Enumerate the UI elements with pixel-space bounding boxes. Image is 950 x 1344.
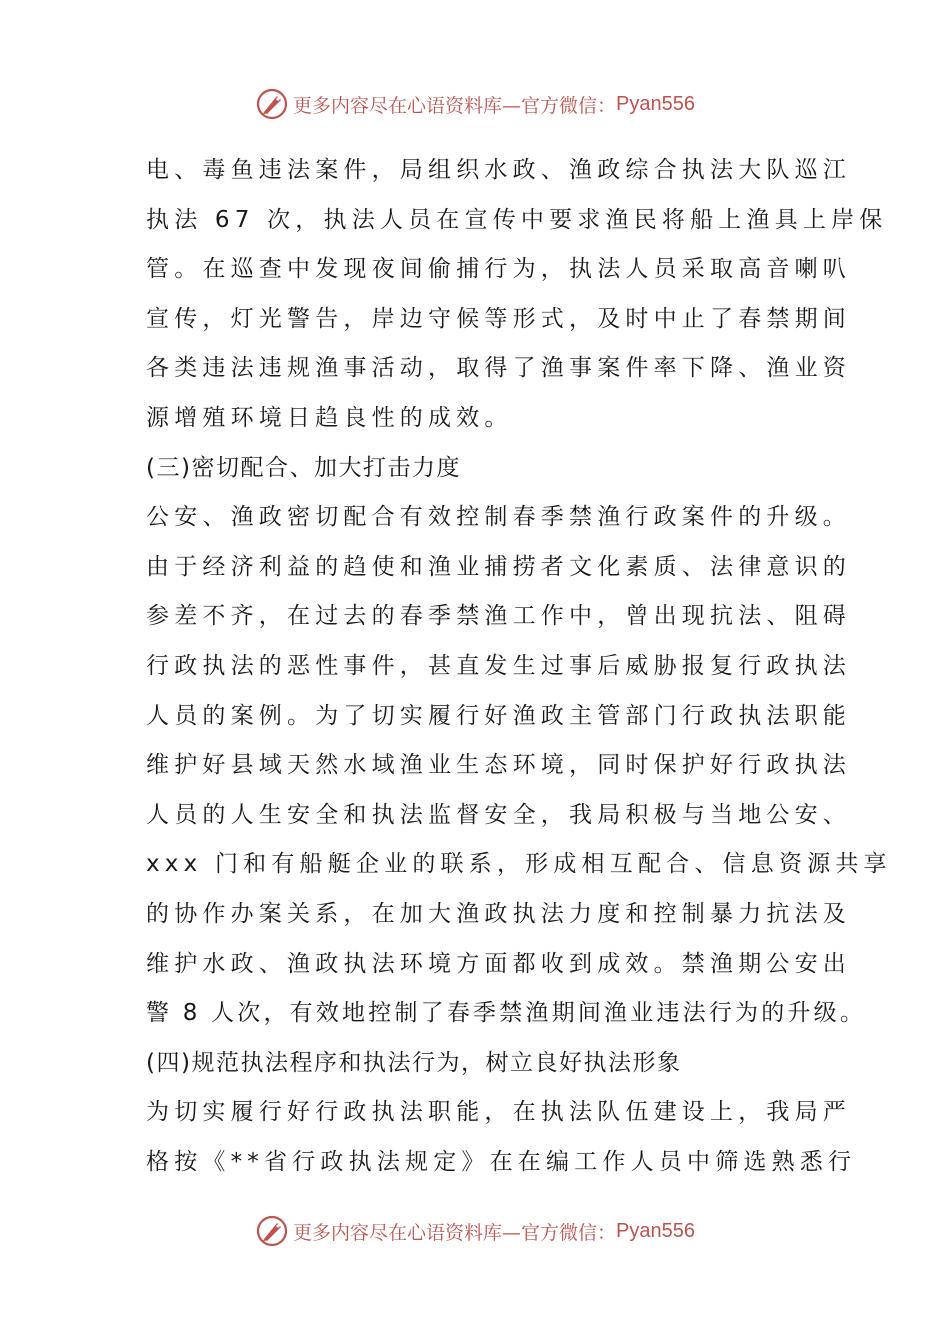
paragraph-line: 由于经济利益的趋使和渔业捕捞者文化素质、法律意识的 (146, 553, 851, 580)
watermark-text: 更多内容尽在心语资料库—官方微信： (293, 1221, 617, 1244)
paragraph-line: 人员的案例。为了切实履行好渔政主管部门行政执法职能 (146, 702, 851, 729)
pen-nib-circle-icon (255, 1214, 289, 1248)
paragraph-line: 行政执法的恶性事件，甚直发生过事后威胁报复行政执法 (146, 652, 851, 679)
paragraph-line: 管。在巡查中发现夜间偷捕行为，执法人员采取高音喇叭 (146, 256, 851, 283)
paragraph-line: 维护水政、渔政执法环境方面都收到成效。禁渔期公安出 (146, 950, 851, 977)
paragraph-line: 格按《**省行政执法规定》在在编工作人员中筛选熟悉行 (146, 1148, 857, 1175)
paragraph-line: 维护好县域天然水域渔业生态环境，同时保护好行政执法 (146, 752, 851, 779)
paragraph-line: 参差不齐，在过去的春季禁渔工作中，曾出现抗法、阻碍 (146, 603, 851, 630)
paragraph-line: 警 8 人次，有效地控制了春季禁渔期间渔业违法行为的升级。 (146, 1000, 867, 1027)
paragraph-line: xxx 门和有船艇企业的联系，形成相互配合、信息资源共享 (146, 851, 892, 878)
footer-watermark (0, 1211, 950, 1251)
paragraph-line: 公安、渔政密切配合有效控制春季禁渔行政案件的升级。 (146, 504, 851, 531)
paragraph-line: 宣传，灯光警告，岸边守候等形式，及时中止了春禁期间 (146, 305, 851, 332)
section-heading-3: (三)密切配合、加大打击力度 (146, 454, 461, 481)
header-watermark (0, 84, 950, 124)
paragraph-line: 源增殖环境日趋良性的成效。 (146, 404, 513, 431)
paragraph-line: 各类违法违规渔事活动，取得了渔事案件率下降、渔业资 (146, 355, 851, 382)
pen-nib-circle-icon (255, 87, 289, 121)
document-body (146, 146, 892, 1187)
paragraph-line: 的协作办案关系，在加大渔政执法力度和控制暴力抗法及 (146, 900, 851, 927)
watermark-text: 更多内容尽在心语资料库—官方微信： (293, 94, 617, 117)
paragraph-line: 为切实履行好行政执法职能，在执法队伍建设上，我局严 (146, 1099, 851, 1126)
watermark-brand: Pyan556 (616, 92, 695, 115)
paragraph-line: 执法 67 次，执法人员在宣传中要求渔民将船上渔具上岸保 (146, 206, 888, 233)
paragraph-line: 电、毒鱼违法案件，局组织水政、渔政综合执法大队巡江 (146, 157, 851, 183)
section-heading-4: (四)规范执法程序和执法行为，树立良好执法形象 (146, 1049, 682, 1076)
paragraph-line: 人员的人生安全和执法监督安全，我局积极与当地公安、 (146, 801, 851, 828)
watermark-brand: Pyan556 (616, 1219, 695, 1242)
